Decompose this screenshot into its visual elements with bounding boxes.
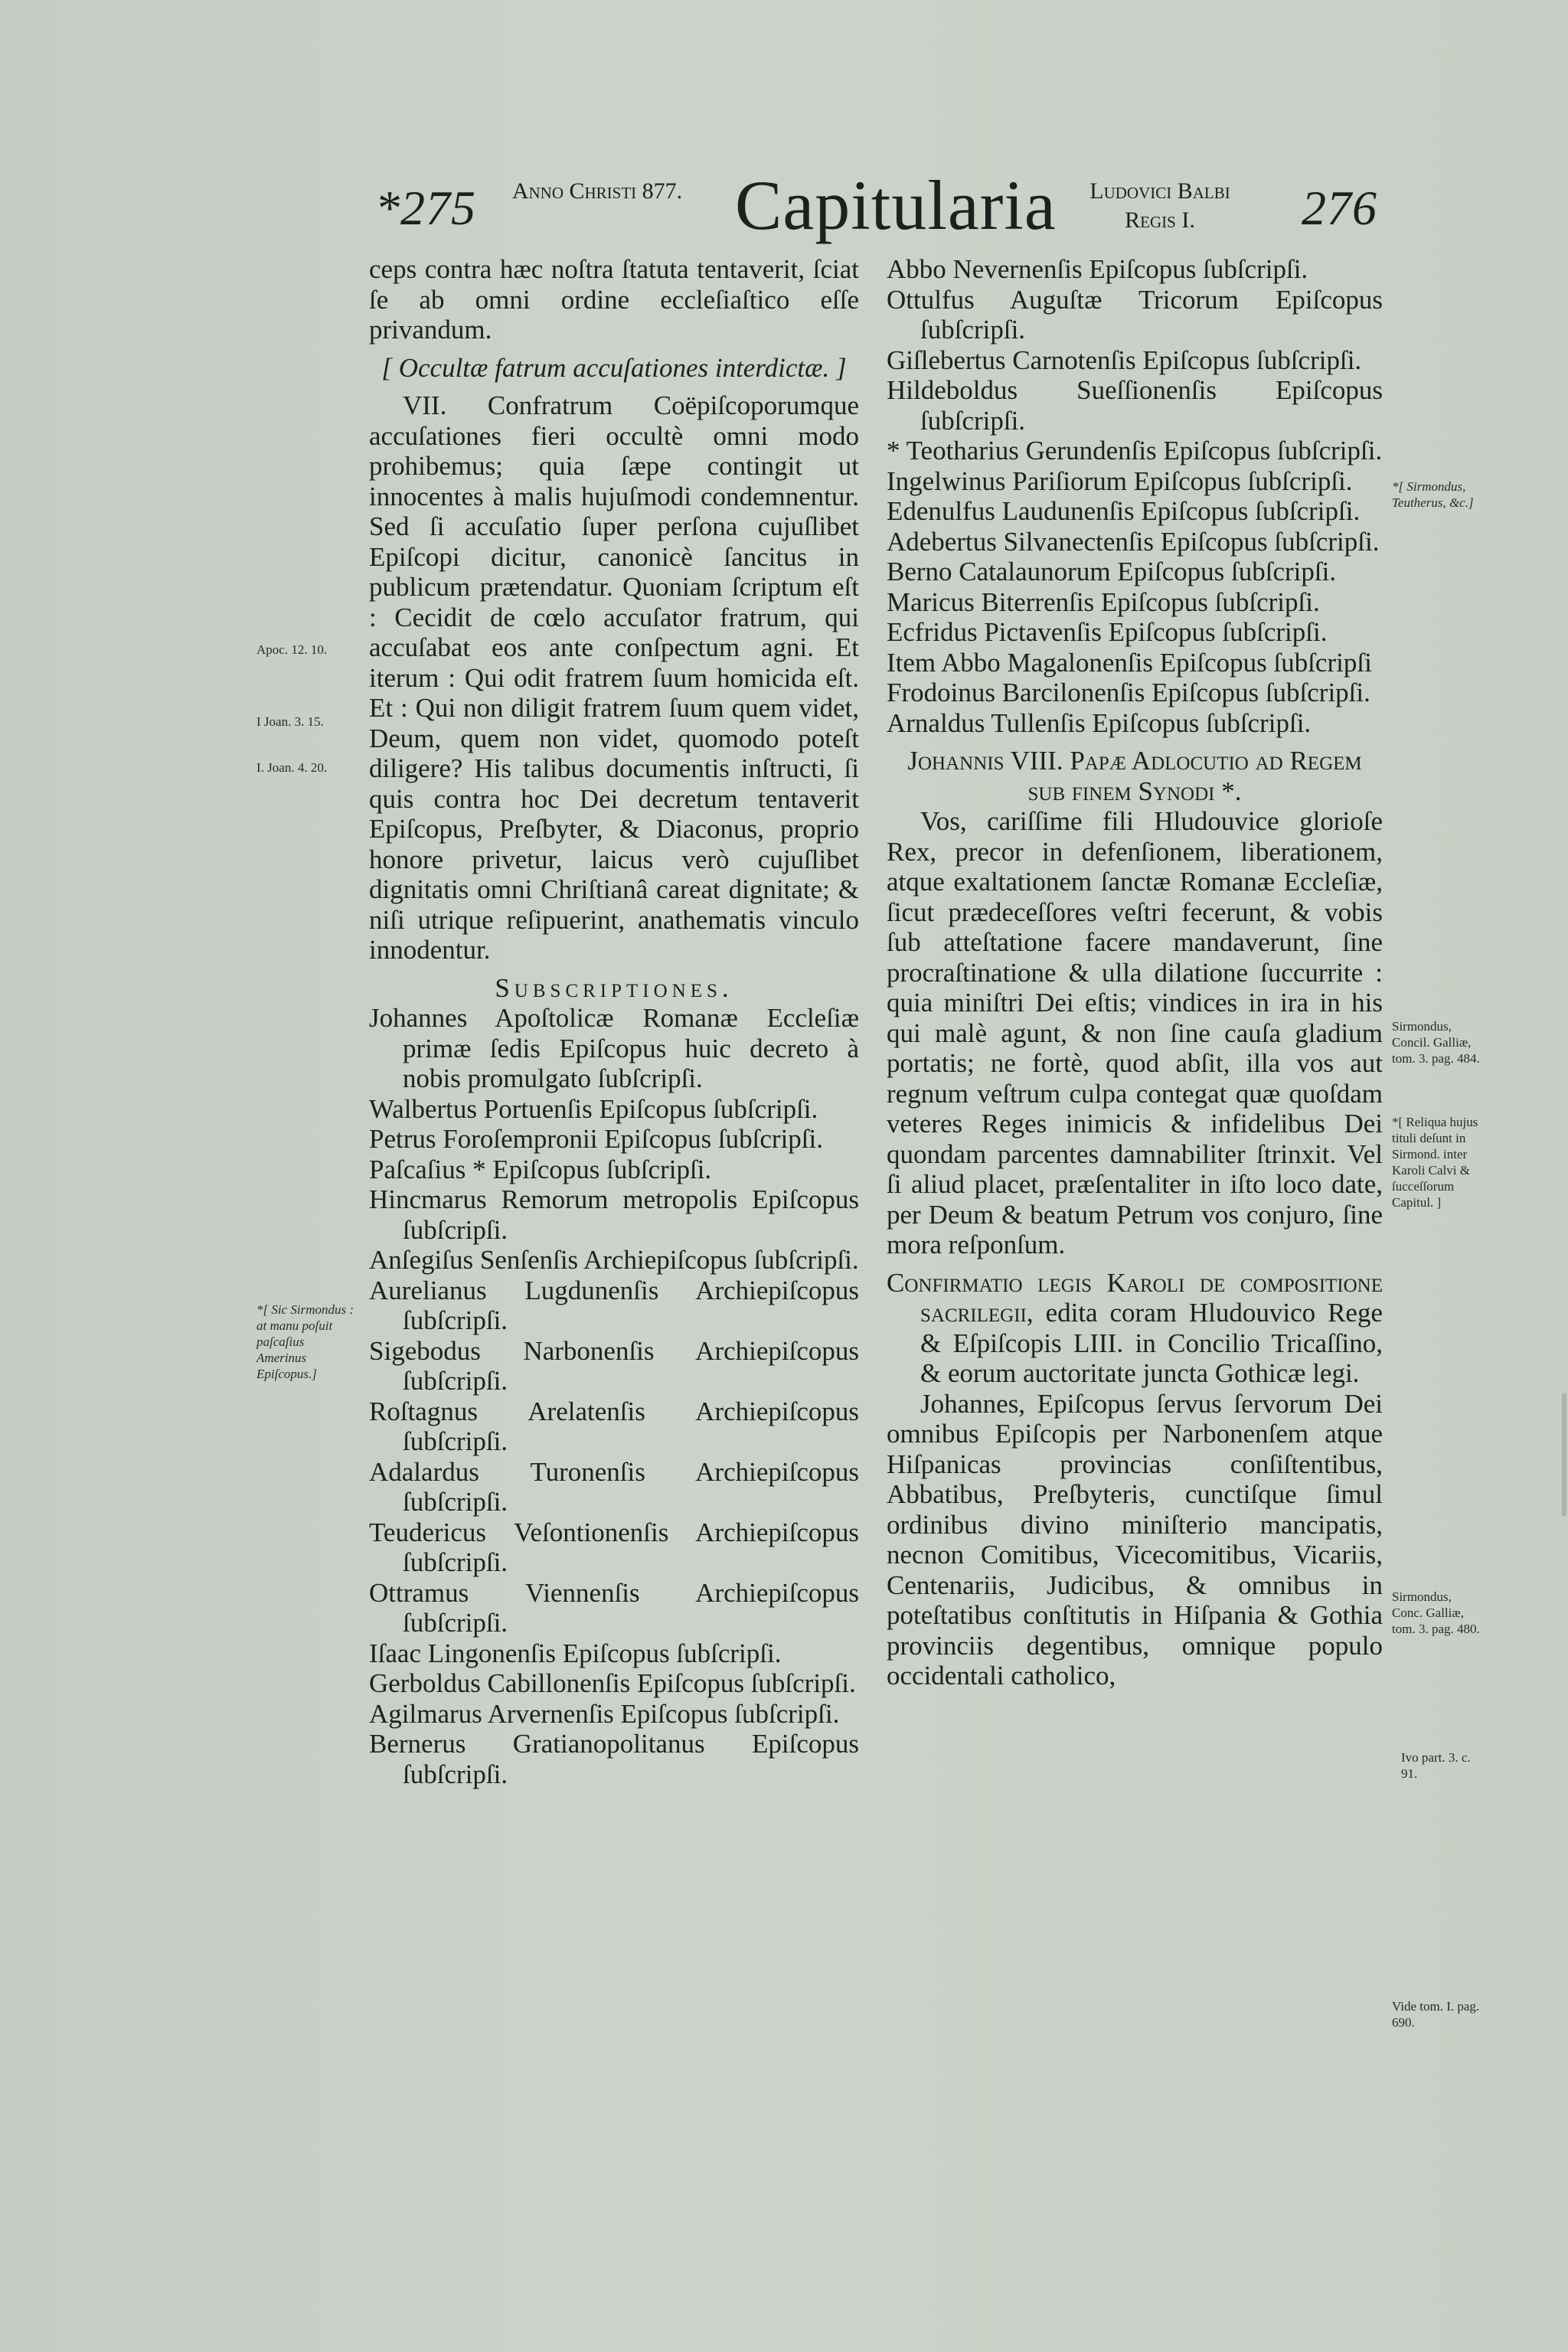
subscription-line: Ecfridus Pictavenſis Epiſcopus ſubſcripſi.: [887, 617, 1328, 647]
rubric: [ Occultæ fatrum accuſationes interdictæ. ]: [381, 352, 847, 383]
running-head-left: Anno Christi 877.: [511, 178, 683, 204]
subscription-line: Johannes Apoſtolicæ Romanæ Eccleſiæ primæ ſedis Epiſcopus huic decreto à nobis promulgato ſubſcripſi.: [369, 1003, 859, 1093]
left-column: [369, 254, 859, 1789]
margin-note-teutherus: *[ Sirmondus, Teutherus, &c.]: [1392, 479, 1474, 510]
margin-note-apoc: Apoc. 12. 10.: [256, 642, 328, 657]
subscription-line: Aurelianus Lugdunenſis Archiepiſcopus ſubſcripſi.: [369, 1275, 859, 1335]
subscription-line: Petrus Foroſempronii Epiſcopus ſubſcripſi.: [369, 1124, 824, 1154]
subscription-line: Ottulfus Auguſtæ Tricorum Epiſcopus ſubſcripſi.: [887, 284, 1383, 345]
subscription-line: Hincmarus Remorum metropolis Epiſcopus ſubſcripſi.: [369, 1184, 859, 1245]
subscription-line: Edenulfus Laudunenſis Epiſcopus ſubſcripſi.: [887, 496, 1361, 526]
page-number-left: *275: [375, 181, 476, 235]
confirmatio-rest: , edita coram Hludouvico Rege & Eſpiſcopis LIII. in Concilio Tricaſſino, & eorum auctoritate juncta Gothicæ legi.: [920, 1298, 1383, 1388]
subscription-line: Hildeboldus Sueſſionenſis Epiſcopus ſubſcripſi.: [887, 375, 1383, 436]
margin-note-sirmondus-pascasius: *[ Sic Sirmondus : at manu poſuit paſcaſius Amerinus Epiſcopus.]: [256, 1302, 354, 1381]
johannes-paragraph: Johannes, Epiſcopus ſervus ſervorum Dei omnibus Epiſcopis per Narbonenſem atque Hiſpanicas provincias conſiſtentibus, Abbatibus, Preſbyteris, cunctiſque ſimul ordinibus divino miniſterio mancipatis, necnon Comitibus, Vicecomitibus, Vicariis, Centenariis, Judicibus, & omnibus in poteſtatibus conſtitutis in Hiſpania & Gothia provinciis degentibus, omnique populo occidentali catholico,: [887, 1388, 1383, 1690]
subscription-line: Iſaac Lingonenſis Epiſcopus ſubſcripſi.: [369, 1638, 782, 1668]
allocutio-text: Vos, cariſſime fili Hludouvice glorioſe Rex, precor in defenſionem, liberationem, atque exaltationem ſanctæ Romanæ Eccleſiæ, ſicut prædeceſſores veſtri fecerunt, & vobis ſub atteſtatione facere mandaverunt, ſine procraſtinatione & ulla dilatione ſuccurrite : quia miniſtri Dei eſtis; vindices in ira in his qui malè agunt, & non ſine cauſa gladium portatis; ne fortè, quod abſit, illa vos aut regnum veſtrum culpa contegat quæ quoſdam veteres Reges inimicis & infidelibus Dei quondam parcentes damnabiliter ſtrinxit. Vel ſi aliud placet, præſentaliter in iſto loco date, per Deum & beatum Petrum vos conjuro, ſine mora reſponſum.: [887, 806, 1383, 1259]
subscription-line: Maricus Biterrenſis Epiſcopus ſubſcripſi.: [887, 586, 1320, 617]
edge-mark: [1562, 1393, 1566, 1516]
confirmatio-paragraph: [887, 1268, 1383, 1389]
subscription-line: Teudericus Veſontionenſis Archiepiſcopus ſubſcripſi.: [369, 1517, 859, 1577]
confirmatio-heading: Confirmatio legis Karoli de compositione sacrilegii: [887, 1267, 1383, 1328]
subscription-line: Sigebodus Narbonenſis Archiepiſcopus ſubſcripſi.: [369, 1335, 859, 1396]
subscription-line: Adalardus Turonenſis Archiepiſcopus ſubſcripſi.: [369, 1456, 859, 1517]
subscription-line: Gerboldus Cabillonenſis Epiſcopus ſubſcripſi.: [369, 1668, 856, 1698]
running-head-right: Ludovici Balbi Regis I.: [1089, 178, 1230, 233]
right-column: [887, 254, 1383, 1691]
subscription-line: Walbertus Portuenſis Epiſcopus ſubſcripſi.: [369, 1093, 818, 1124]
margin-note-sirmondus-480: Sirmondus, Conc. Galliæ, tom. 3. pag. 480.: [1392, 1589, 1480, 1636]
subscription-line: Ingelwinus Pariſiorum Epiſcopus ſubſcripſi.: [887, 466, 1353, 496]
margin-note-ivo: Ivo part. 3. c. 91.: [1401, 1750, 1471, 1781]
subscription-line: Berno Catalaunorum Epiſcopus ſubſcripſi.: [887, 557, 1337, 586]
continuation-paragraph: ceps contra hæc noſtra ſtatuta tentaverit, ſciat ſe ab omni ordine eccleſiaſtico eſſe privandum.: [369, 254, 859, 345]
subscription-line: Paſcaſius * Epiſcopus ſubſcripſi.: [369, 1154, 712, 1184]
subscription-line: * Teotharius Gerundenſis Epiſcopus ſubſcripſi.: [887, 436, 1383, 466]
margin-note-reliqua: *[ Reliqua hujus tituli deſunt in Sirmond. inter Karoli Calvi & ſucceſſorum Capitul. ]: [1392, 1115, 1478, 1210]
subscription-line: Anſegiſus Senſenſis Archiepiſcopus ſubſcripſi.: [369, 1245, 859, 1275]
page-title: Capitularia: [735, 166, 1057, 244]
subscription-line: Giſlebertus Carnotenſis Epiſcopus ſubſcripſi.: [887, 345, 1362, 375]
margin-note-sirmondus-484: Sirmondus, Concil. Galliæ, tom. 3. pag. 484.: [1392, 1019, 1480, 1066]
subscription-line: Roſtagnus Arelatenſis Archiepiſcopus ſubſcripſi.: [369, 1396, 859, 1456]
subscription-line: Abbo Nevernenſis Epiſcopus ſubſcripſi.: [887, 254, 1308, 284]
page-number-right: 276: [1302, 181, 1377, 235]
subscription-line: Bernerus Gratianopolitanus Epiſcopus ſubſcripſi.: [369, 1729, 859, 1789]
margin-note-vide: Vide tom. I. pag. 690.: [1392, 1999, 1480, 2030]
subscriptiones-heading: Subscriptiones.: [495, 972, 733, 1003]
subscription-line: Frodoinus Barcilonenſis Epiſcopus ſubſcripſi.: [887, 678, 1370, 707]
subscription-line: Arnaldus Tullenſis Epiſcopus ſubſcripſi.: [887, 707, 1312, 738]
subscription-line: Agilmarus Arvernenſis Epiſcopus ſubſcripſi.: [369, 1698, 840, 1729]
allocutio-heading: Johannis VIII. Papæ Adlocutio ad Regem sub finem Synodi *.: [907, 746, 1362, 806]
subscription-line: Adebertus Silvanectenſis Epiſcopus ſubſcripſi.: [887, 526, 1380, 557]
chapter-vii: VII. Confratrum Coëpiſcoporumque accuſationes fieri occultè omni modo prohibemus; quia ſæpe contingit ut innocentes à malis hujuſmodi condemnentur. Sed ſi accuſatio ſuper perſona cujuſlibet Epiſcopi dicitur, canonicè ſancitus in publicum prætendatur. Quoniam ſcriptum eſt : Cecidit de cœlo accuſator fratrum, qui accuſabat eos ante conſpectum agni. Et iterum : Qui odit fratrem ſuum homicida eſt. Et : Qui non diligit fratrem ſuum quem videt, Deum, quem non videt, quomodo poteſt diligere? His talibus documentis inſtructi, ſi quis contra hoc Dei decretum tentaverit Epiſcopus, Preſbyter, & Diaconus, proprio honore privetur, laicus verò cujuſlibet dignitatis omni Chriſtianâ careat dignitate; & niſi utrique reſipuerint, anathematis vinculo innodentur.: [369, 390, 859, 965]
subscription-line: Ottramus Viennenſis Archiepiſcopus ſubſcripſi.: [369, 1577, 859, 1638]
margin-note-ijoan-4: I. Joan. 4. 20.: [256, 760, 328, 775]
margin-note-ijoan-3: I Joan. 3. 15.: [256, 714, 324, 729]
subscription-line: Item Abbo Magalonenſis Epiſcopus ſubſcripſi: [887, 647, 1372, 678]
